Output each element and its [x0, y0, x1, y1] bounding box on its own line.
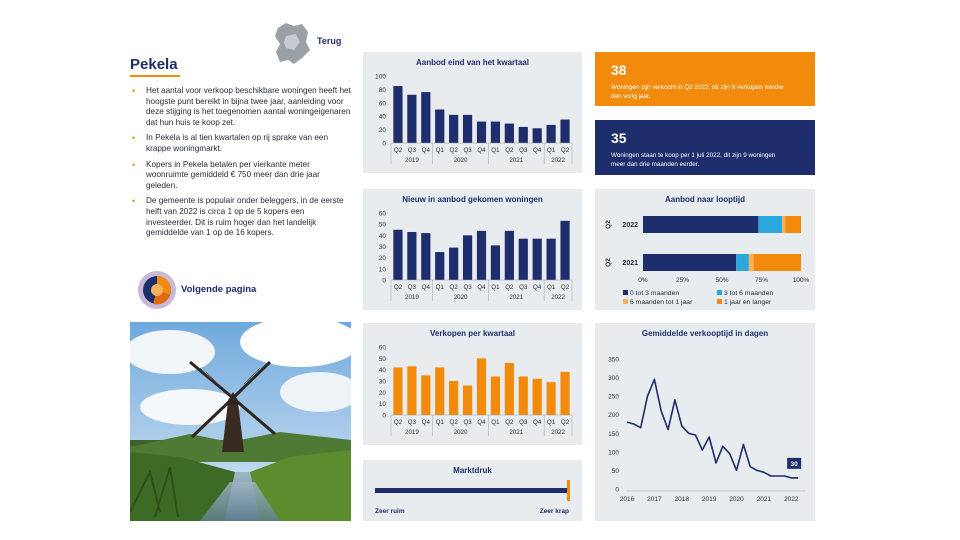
y-tick-label: 100 — [375, 73, 386, 81]
bar — [519, 127, 528, 143]
chart-aanbod — [363, 52, 582, 173]
x-tick-label: 2021 — [756, 496, 772, 503]
bar — [547, 125, 556, 143]
y-tick-label: 50 — [378, 221, 386, 229]
chart-title-looptijd: Aanbod naar looptijd — [665, 195, 745, 204]
chart-title-marktdruk: Marktdruk — [453, 466, 492, 475]
x-tick-label: Q4 — [477, 419, 486, 426]
x-tick-label: 2017 — [647, 496, 662, 503]
x-tick-label: Q2 — [560, 284, 570, 291]
bar — [505, 231, 514, 280]
x-tick-label: Q3 — [463, 419, 472, 426]
chart-title-aanbod: Aanbod eind van het kwartaal — [416, 58, 529, 67]
x-tick-label: Q4 — [421, 284, 430, 291]
year-label: 2021 — [509, 429, 524, 436]
x-tick-label: Q2 — [560, 419, 570, 426]
bar — [560, 372, 569, 415]
kpi-sold-text: Woningen zijn verkocht in Q2 2022, dit zijn 8 verkopen minder dan vorig jaar. — [611, 84, 784, 100]
year-label: 2022 — [551, 429, 565, 436]
bar — [505, 363, 514, 415]
x-tick-label: Q3 — [407, 147, 417, 154]
bar — [463, 386, 472, 415]
x-tick-label: 25% — [675, 277, 690, 284]
x-tick-label: Q4 — [533, 147, 542, 154]
y-tick-label: 100 — [608, 449, 619, 457]
panel-verkopen — [363, 323, 582, 445]
x-tick-label: Q3 — [519, 147, 528, 154]
bar — [449, 381, 458, 415]
legend-swatch — [717, 299, 722, 304]
y-tick-label: 60 — [378, 100, 386, 108]
x-tick-label: Q2 — [449, 147, 458, 154]
x-tick-label: Q1 — [546, 147, 556, 154]
y-tick-label: 80 — [378, 86, 386, 94]
bar — [435, 252, 444, 280]
side-label: Q2 — [605, 258, 612, 267]
year-label: 2022 — [551, 157, 565, 164]
x-tick-label: Q3 — [463, 147, 472, 154]
y-tick-label: 0 — [615, 486, 619, 494]
x-tick-label: Q3 — [519, 419, 528, 426]
chart-nieuw — [363, 189, 582, 310]
panel-aanbod — [363, 52, 582, 173]
legend-label: 0 tot 3 maanden — [630, 290, 680, 297]
stacked-bar-segment — [754, 254, 801, 271]
bar — [519, 376, 528, 415]
bar — [533, 239, 542, 280]
chart-title-verkooptijd: Gemiddelde verkooptijd in dagen — [641, 329, 769, 338]
back-label: Terug — [317, 36, 342, 46]
bar — [491, 245, 500, 280]
x-tick-label: 2020 — [729, 496, 744, 503]
x-tick-label: Q1 — [491, 419, 500, 426]
bar — [407, 232, 416, 280]
x-tick-label: 2018 — [674, 496, 690, 503]
x-tick-label: Q4 — [533, 284, 542, 291]
legend-label: 3 tot 6 maanden — [724, 290, 774, 297]
page-title: Pekela — [130, 56, 178, 73]
x-tick-label: Q1 — [435, 419, 444, 426]
x-tick-label: Q1 — [435, 147, 444, 154]
x-tick-label: Q4 — [533, 419, 542, 426]
bar — [393, 367, 402, 415]
year-label: 2021 — [509, 294, 524, 301]
x-tick-label: Q3 — [519, 284, 528, 291]
gauge-right-label: Zeer krap — [539, 508, 569, 515]
y-tick-label: 350 — [608, 356, 619, 364]
x-tick-label: 75% — [754, 277, 769, 284]
x-tick-label: Q3 — [463, 284, 472, 291]
stacked-bar-segment — [758, 216, 782, 233]
chart-looptijd — [595, 189, 815, 310]
x-tick-label: 2016 — [619, 496, 635, 503]
x-tick-label: Q2 — [393, 147, 403, 154]
x-tick-label: Q2 — [560, 147, 570, 154]
chart-title-nieuw: Nieuw in aanbod gekomen woningen — [402, 195, 543, 204]
panel-nieuw — [363, 189, 582, 310]
x-tick-label: 0% — [638, 277, 648, 284]
chart-verkooptijd — [595, 323, 815, 521]
region-map-icon — [272, 20, 312, 68]
back-button[interactable] — [272, 20, 352, 68]
x-tick-label: 2019 — [701, 496, 717, 503]
bar — [435, 367, 444, 415]
year-label: 2020 — [453, 429, 468, 436]
bar — [393, 86, 402, 143]
legend-swatch — [623, 299, 628, 304]
chart-title-verkopen: Verkopen per kwartaal — [430, 329, 515, 338]
x-tick-label: Q1 — [546, 419, 556, 426]
bar — [407, 95, 416, 143]
bar — [547, 239, 556, 280]
legend-label: 6 maanden tot 1 jaar — [630, 299, 693, 306]
x-tick-label: Q2 — [505, 147, 514, 154]
next-page-label: Volgende pagina — [181, 284, 257, 295]
panel-looptijd — [595, 189, 815, 310]
bullet-item: • In Pekela is al tien kwartalen op rij sprake van een krappe woningmarkt. — [130, 133, 352, 154]
kpi-sold-card — [595, 52, 815, 106]
y-tick-label: 250 — [608, 393, 619, 401]
side-label: Q2 — [605, 220, 612, 229]
y-tick-label: 150 — [608, 430, 619, 438]
y-tick-label: 40 — [378, 232, 386, 240]
stacked-bar-segment — [782, 216, 785, 233]
windmill-photo — [130, 322, 351, 521]
gauge-marker — [567, 480, 570, 501]
category-label: 2021 — [622, 260, 638, 267]
year-label: 2022 — [551, 294, 565, 301]
year-label: 2019 — [405, 429, 419, 436]
series-line — [627, 379, 798, 478]
bullet-item: • Kopers in Pekela betalen per vierkante meter woonruimte gemiddeld € 750 meer dan drie jaar geleden. — [130, 160, 352, 192]
bar — [463, 235, 472, 280]
bar — [560, 120, 569, 143]
x-tick-label: Q1 — [546, 284, 556, 291]
category-label: 2022 — [622, 222, 638, 229]
y-tick-label: 40 — [378, 113, 386, 121]
x-tick-label: Q4 — [421, 419, 430, 426]
bar — [477, 358, 486, 415]
x-tick-label: Q2 — [393, 419, 403, 426]
bar — [491, 122, 500, 143]
x-tick-label: 50% — [715, 277, 729, 284]
kpi-forsale-text: Woningen staan te koop per 1 juli 2022, dit zijn 9 woningen meer dan drie maanden eerder. — [611, 152, 776, 168]
gauge-bar — [375, 488, 569, 493]
legend-swatch — [717, 290, 722, 295]
y-tick-label: 20 — [378, 127, 386, 135]
y-tick-label: 20 — [378, 255, 386, 263]
bar — [421, 375, 430, 415]
y-tick-label: 30 — [378, 244, 386, 251]
y-tick-label: 300 — [608, 375, 619, 383]
bar — [533, 128, 542, 143]
x-tick-label: 100% — [792, 277, 810, 284]
bar — [421, 92, 430, 143]
kpi-forsale-value: 35 — [611, 130, 627, 146]
bar — [505, 124, 514, 143]
y-tick-label: 0 — [382, 277, 386, 285]
next-page-button[interactable] — [137, 270, 297, 310]
stacked-bar-segment — [736, 254, 749, 271]
y-tick-label: 60 — [378, 344, 386, 352]
x-tick-label: Q1 — [491, 147, 500, 154]
stacked-bar-segment — [643, 254, 736, 271]
year-label: 2020 — [453, 294, 468, 301]
kpi-forsale-card — [595, 120, 815, 175]
year-label: 2019 — [405, 157, 419, 164]
pie-chart-icon — [137, 270, 177, 310]
y-tick-label: 200 — [608, 412, 619, 420]
x-tick-label: Q4 — [421, 147, 430, 154]
bar — [393, 230, 402, 280]
stacked-bar-segment — [749, 254, 754, 271]
year-label: 2021 — [509, 157, 524, 164]
y-tick-label: 0 — [382, 140, 386, 148]
bar — [519, 239, 528, 280]
x-tick-label: Q3 — [407, 419, 417, 426]
bullet-list — [130, 86, 352, 244]
bar — [477, 122, 486, 143]
bar — [463, 115, 472, 143]
x-tick-label: 2022 — [784, 496, 799, 503]
stacked-bar-segment — [785, 216, 801, 233]
year-label: 2019 — [405, 294, 419, 301]
bar — [533, 379, 542, 415]
x-tick-label: Q2 — [393, 284, 403, 291]
bar — [421, 233, 430, 280]
gauge-left-label: Zeer ruim — [375, 508, 405, 515]
bar — [491, 376, 500, 415]
y-tick-label: 50 — [378, 355, 386, 363]
x-tick-label: Q2 — [505, 284, 514, 291]
x-tick-label: Q4 — [477, 147, 486, 154]
bar — [547, 382, 556, 415]
x-tick-label: Q1 — [435, 284, 444, 291]
bar — [449, 248, 458, 280]
panel-marktdruk — [363, 460, 582, 521]
y-tick-label: 20 — [378, 389, 386, 397]
x-tick-label: Q4 — [477, 284, 486, 291]
x-tick-label: Q2 — [505, 419, 514, 426]
bar — [435, 110, 444, 144]
end-value-label: 30 — [790, 460, 798, 468]
bullet-item: • De gemeente is populair onder beleggers, in de eerste helft van 2022 is circa 1 op de 5 kopers een investeerder. Dit is ruim hoger dan het landelijk gemiddelde van 1 op de 16 kopers. — [130, 196, 352, 238]
kpi-sold-value: 38 — [611, 62, 627, 78]
chart-verkopen — [363, 323, 582, 445]
x-tick-label: Q2 — [449, 284, 458, 291]
bar — [477, 231, 486, 280]
y-tick-label: 50 — [611, 467, 619, 475]
bar — [407, 366, 416, 415]
x-tick-label: Q2 — [449, 419, 458, 426]
title-underline — [130, 75, 180, 77]
y-tick-label: 30 — [378, 378, 386, 386]
y-tick-label: 10 — [378, 401, 386, 409]
y-tick-label: 10 — [378, 266, 386, 274]
panel-verkooptijd — [595, 323, 815, 521]
y-tick-label: 0 — [382, 412, 386, 420]
x-tick-label: Q1 — [491, 284, 500, 291]
bar — [449, 115, 458, 143]
y-tick-label: 40 — [378, 367, 386, 375]
legend-swatch — [623, 290, 628, 295]
x-tick-label: Q3 — [407, 284, 417, 291]
y-tick-label: 60 — [378, 210, 386, 218]
legend-label: 1 jaar en langer — [724, 299, 772, 306]
bar — [560, 221, 569, 280]
year-label: 2020 — [453, 157, 468, 164]
stacked-bar-segment — [643, 216, 758, 233]
bullet-item: • Het aantal voor verkoop beschikbare woningen heeft het hoogste punt bereikt in bijna twee jaar, aanleiding voor deze stijging is het toegenomen aantal woningeigenaren dat hun huis te koop zet. — [130, 86, 352, 128]
